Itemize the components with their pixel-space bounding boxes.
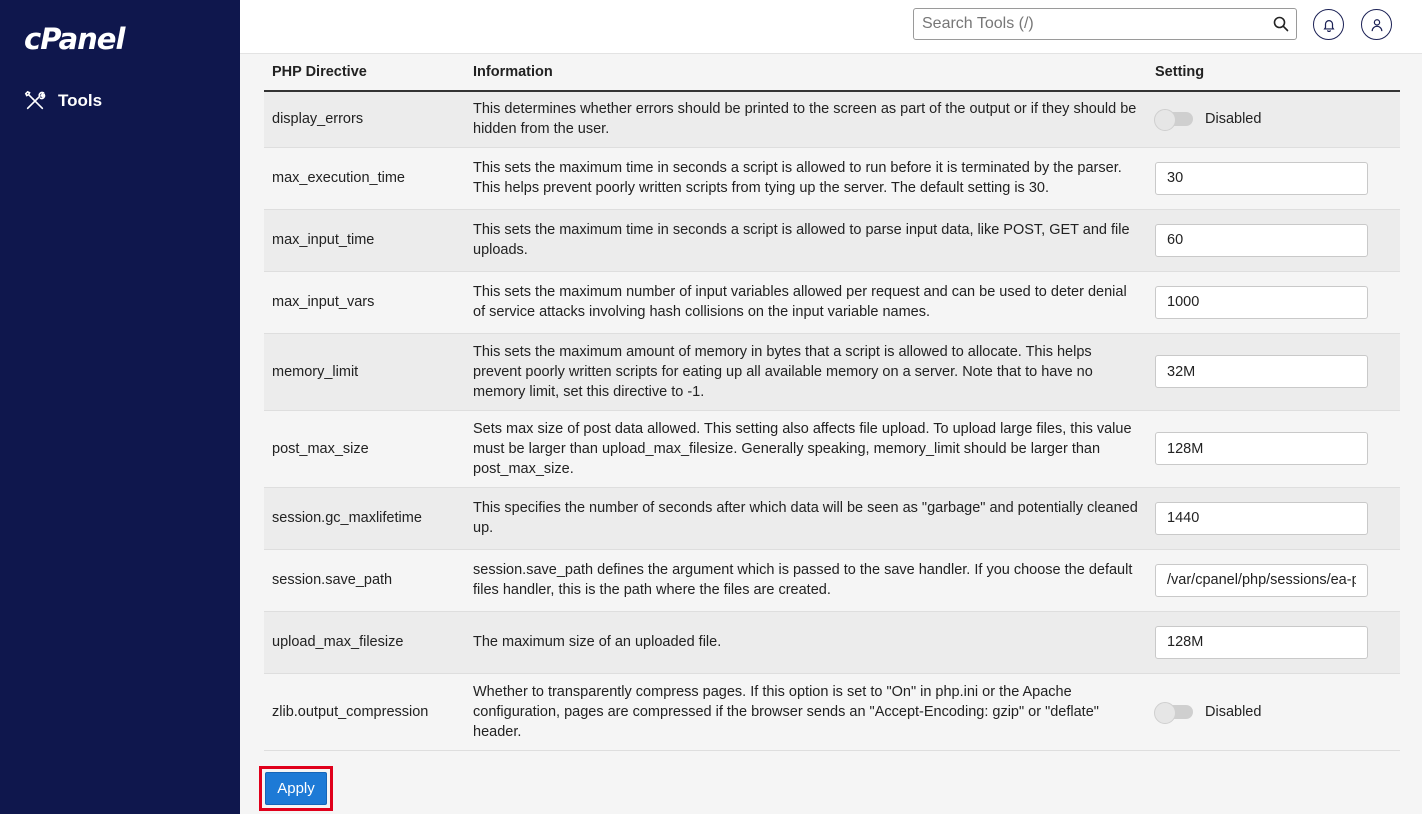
apply-button-highlight [259,766,333,811]
display-errors-toggle[interactable] [1155,112,1193,126]
directive-name: upload_max_filesize [264,611,465,673]
table-row [264,271,1400,333]
table-row [264,209,1400,271]
directive-name: memory_limit [264,333,465,410]
table-row [264,487,1400,549]
directive-name: max_input_time [264,209,465,271]
directive-name: session.gc_maxlifetime [264,487,465,549]
setting-cell [1147,209,1400,271]
toggle-label: Disabled [1205,111,1262,128]
directive-name: display_errors [264,91,465,147]
sidebar [0,0,240,814]
session-save-path-input[interactable] [1155,564,1368,597]
directive-info: This sets the maximum amount of memory in bytes that a script is allowed to allocate. This helps prevent poorly written scripts for eating up all available memory on a server. Note that to have no memory limit, set this directive to -1. [465,333,1147,410]
table-row [264,147,1400,209]
search-box [913,8,1297,40]
toggle-group [1155,109,1392,129]
directive-name: max_input_vars [264,271,465,333]
directive-name: zlib.output_compression [264,673,465,750]
toggle-group [1155,702,1392,722]
setting-cell [1147,147,1400,209]
setting-cell [1147,91,1400,147]
sidebar-item-label: Tools [58,91,103,110]
directive-name: post_max_size [264,410,465,487]
cpanel-logo[interactable]: cPanel [24,22,125,56]
directive-info: session.save_path defines the argument which is passed to the save handler. If you choose the default files handler, this is the path where the files are created. [465,549,1147,611]
setting-cell [1147,611,1400,673]
setting-cell [1147,673,1400,750]
column-header-information: Information [465,54,1147,91]
upload-max-filesize-input[interactable] [1155,626,1368,659]
table-row [264,673,1400,750]
memory-limit-input[interactable] [1155,355,1368,388]
search-icon[interactable] [1266,16,1296,32]
php-directives-panel [264,54,1400,751]
directive-info: Whether to transparently compress pages. If this option is set to "On" in php.ini or the Apache configuration, pages are compressed if the browser sends an "Accept-Encoding: gzip" or "deflate" header. [465,673,1147,750]
user-menu-button[interactable] [1361,9,1392,40]
notifications-button[interactable] [1313,9,1344,40]
setting-cell [1147,487,1400,549]
table-row [264,549,1400,611]
directive-info: This specifies the number of seconds after which data will be seen as "garbage" and potentially cleaned up. [465,487,1147,549]
directive-name: max_execution_time [264,147,465,209]
column-header-directive: PHP Directive [264,54,465,91]
php-directives-table [264,54,1400,751]
top-header [240,0,1422,54]
table-row [264,91,1400,147]
max-execution-time-input[interactable] [1155,162,1368,195]
setting-cell [1147,549,1400,611]
setting-cell [1147,333,1400,410]
toggle-label: Disabled [1205,703,1262,720]
directive-name: session.save_path [264,549,465,611]
tools-icon [24,90,46,112]
directive-info: This sets the maximum number of input variables allowed per request and can be used to deter denial of service attacks involving hash collisions on the input variable names. [465,271,1147,333]
setting-cell [1147,410,1400,487]
post-max-size-input[interactable] [1155,432,1368,465]
directive-info: This sets the maximum time in seconds a script is allowed to run before it is terminated by the parser. This helps prevent poorly written scripts from tying up the server. The default setting is 30. [465,147,1147,209]
search-input[interactable] [914,9,1266,39]
max-input-time-input[interactable] [1155,224,1368,257]
column-header-setting: Setting [1147,54,1400,91]
apply-button[interactable]: Apply [265,772,327,805]
directive-info: This determines whether errors should be printed to the screen as part of the output or if they should be hidden from the user. [465,91,1147,147]
setting-cell [1147,271,1400,333]
max-input-vars-input[interactable] [1155,286,1368,319]
directive-info: Sets max size of post data allowed. This setting also affects file upload. To upload large files, this value must be larger than upload_max_filesize. Generally speaking, memory_limit should be larger than post_max_size. [465,410,1147,487]
directive-info: This sets the maximum time in seconds a script is allowed to parse input data, like POST, GET and file uploads. [465,209,1147,271]
table-row [264,410,1400,487]
table-row [264,611,1400,673]
table-header-row [264,54,1400,91]
user-icon [1370,18,1384,32]
directive-info: The maximum size of an uploaded file. [465,611,1147,673]
table-row [264,333,1400,410]
zlib-output-compression-toggle[interactable] [1155,705,1193,719]
sidebar-item-tools[interactable] [24,88,102,114]
session-gc-maxlifetime-input[interactable] [1155,502,1368,535]
bell-icon [1322,18,1336,32]
